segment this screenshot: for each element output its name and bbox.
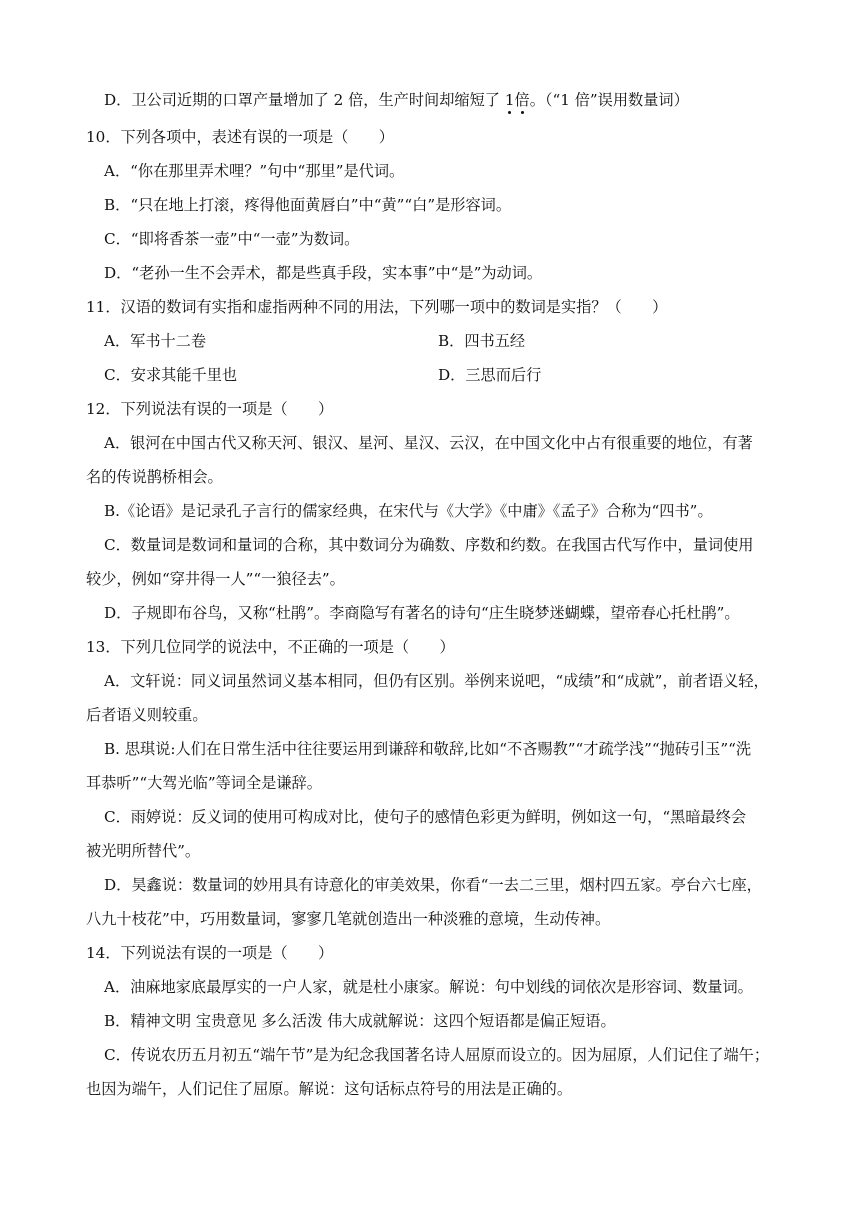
q13-option-a-line1: A．文轩说：同义词虽然词义基本相同，但仍有区别。举例来说吧，“成绩”和“成就”，前者语义轻，	[104, 672, 769, 690]
q13-option-d-line2: 八九十枝花”中，巧用数量词，寥寥几笔就创造出一种淡雅的意境，生动传神。	[86, 910, 611, 928]
q13-option-d-line1: D．昊鑫说：数量词的妙用具有诗意化的审美效果，你看“一去二三里，烟村四五家。亭台六七座，	[104, 876, 762, 894]
q14-stem: 14．下列说法有误的一项是（ ）	[86, 944, 334, 962]
q13-option-b-line1: B. 思琪说:人们在日常生活中往往要运用到谦辞和敬辞,比如“不吝赐教”“才疏学浅”“抛砖引玉”“洗	[104, 740, 752, 758]
q12-option-a-line2: 名的传说鹊桥相会。	[86, 468, 223, 486]
q14-option-c-line1: C．传说农历五月初五“端午节”是为纪念我国著名诗人屈原而设立的。因为屈原，人们记住了端午；	[104, 1046, 770, 1064]
q13-option-a-line2: 后者语义则较重。	[86, 706, 208, 724]
q14-option-c-line2: 也因为端午，人们记住了屈原。解说：这句话标点符号的用法是正确的。	[86, 1080, 572, 1098]
q9-option-d	[104, 90, 689, 110]
q10-option-d: D．“老孙一生不会弄术，都是些真手段，实本事”中“是”为动词。	[104, 264, 543, 282]
q12-option-b: B.《论语》是记录孔子言行的儒家经典，在宋代与《大学》《中庸》《孟子》合称为“四书”。	[104, 502, 713, 520]
q12-option-a-line1: A．银河在中国古代又称天河、银汉、星河、星汉、云汉，在中国文化中占有很重要的地位，有著	[104, 434, 753, 452]
q13-option-c-line1: C．雨婷说：反义词的使用可构成对比，使句子的感情色彩更为鲜明，例如这一句，“黑暗最终会	[104, 808, 747, 826]
q9d-text-b: 。（“1 倍”误用数量词）	[529, 91, 689, 109]
emphasis-dot-1: 1	[504, 91, 515, 109]
q11-option-b: B．四书五经	[438, 332, 526, 350]
q14-option-b: B．精神文明 宝贵意见 多么活泼 伟大成就解说：这四个短语都是偏正短语。	[104, 1012, 616, 1030]
q13-stem: 13．下列几位同学的说法中，不正确的一项是（ ）	[86, 638, 455, 656]
q10-option-a: A．“你在那里弄术哩？”句中“那里”是代词。	[104, 162, 405, 180]
q12-option-c-line1: C．数量词是数词和量词的合称，其中数词分为确数、序数和约数。在我国古代写作中，量词使用	[104, 536, 754, 554]
q12-option-d: D．子规即布谷鸟，又称“杜鹃”。李商隐写有著名的诗句“庄生晓梦迷蝴蝶，望帝春心托杜鹃”。	[104, 604, 740, 622]
q11-option-c: C．安求其能千里也	[104, 366, 238, 384]
emphasis-dot-2: 倍	[514, 91, 530, 109]
q11-option-d: D．三思而后行	[438, 366, 542, 384]
q13-option-b-line2: 耳恭听”“大驾光临”等词全是谦辞。	[86, 774, 322, 792]
q10-option-b: B．“只在地上打滚，疼得他面黄唇白”中“黄”“白”是形容词。	[104, 196, 512, 214]
q13-option-c-line2: 被光明所替代”。	[86, 842, 201, 860]
q10-stem: 10．下列各项中，表述有误的一项是（ ）	[86, 128, 394, 146]
q14-option-a: A．油麻地家底最厚实的一户人家，就是杜小康家。解说：句中划线的词依次是形容词、数量词。	[104, 978, 753, 996]
q12-stem: 12．下列说法有误的一项是（ ）	[86, 400, 334, 418]
q9d-text-a: D．卫公司近期的口罩产量增加了 2 倍，生产时间却缩短了	[104, 91, 505, 109]
q11-stem: 11．汉语的数词有实指和虚指两种不同的用法，下列哪一项中的数词是实指？（ ）	[86, 298, 668, 316]
q11-option-a: A．军书十二卷	[104, 332, 207, 350]
q12-option-c-line2: 较少，例如“穿井得一人”“一狼径去”。	[86, 570, 345, 588]
q10-option-c: C．“即将香茶一壶”中“一壶”为数词。	[104, 230, 360, 248]
